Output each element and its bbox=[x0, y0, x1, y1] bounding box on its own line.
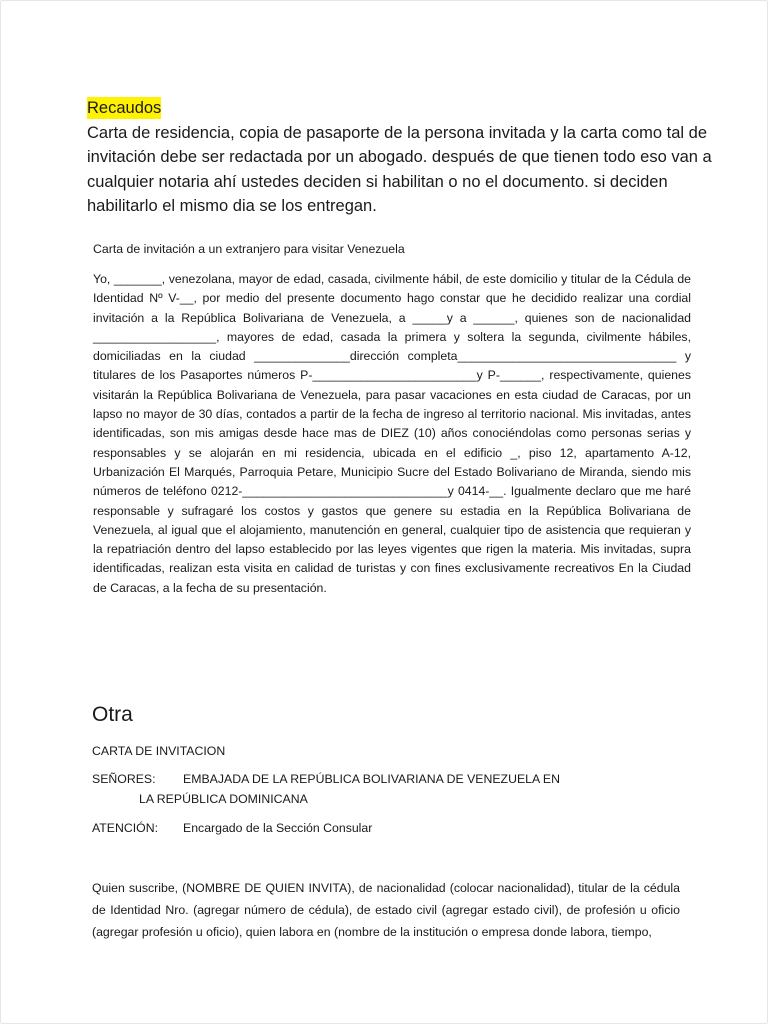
atencion-label: ATENCIÓN: bbox=[92, 821, 159, 835]
recaudos-text: Carta de residencia, copia de pasaporte de la persona invitada y la carta como tal de invitación debe ser redactada por un abogado. después de que tienen todo eso van a cualquier notaria ahí ustedes deciden si habilitan o no el documento. si deciden habilitarlo el mismo dia se los entregan. bbox=[87, 123, 712, 215]
senores-line2: LA REPÚBLICA DOMINICANA bbox=[139, 792, 308, 806]
otra-heading: Otra bbox=[92, 703, 133, 726]
recaudos-title: Recaudos bbox=[87, 99, 162, 117]
carta1-title: Carta de invitación a un extranjero para visitar Venezuela bbox=[93, 242, 405, 256]
atencion-value: Encargado de la Sección Consular bbox=[183, 821, 373, 835]
senores-label: SEÑORES: bbox=[92, 772, 156, 786]
recaudos-section bbox=[87, 96, 727, 219]
carta2-body: Quien suscribe, (NOMBRE DE QUIEN INVITA), de nacionalidad (colocar nacionalidad), titular de la cédula de Identidad Nro. (agregar número de cédula), de estado civil (agregar estado civil), de profesión u oficio (agregar profesión u oficio), quien labora en (nombre de la institución o empresa donde labora, tiempo, bbox=[92, 881, 680, 939]
senores-line1: EMBAJADA DE LA REPÚBLICA BOLIVARIANA DE VENEZUELA EN bbox=[183, 772, 561, 786]
carta2-title: CARTA DE INVITACION bbox=[92, 744, 226, 758]
carta1-body: Yo, _______, venezolana, mayor de edad, casada, civilmente hábil, de este domicilio y titular de la Cédula de Identidad Nº V-__, por medio del presente documento hago constar que he decidido realizar una cordial invitación a la República Bolivariana de Venezuela, a _____y a ______, quienes son de nacionalidad __________________, mayores de edad, casada la primera y soltera la segunda, civilmente hábiles, domiciliadas en la ciudad ______________dirección completa________________________________ y titulares de los Pasaportes números P-________________________y P-______, respectivamente, quienes visitarán la República Bolivariana de Venezuela, para pasar vacaciones en esta ciudad de Caracas, por un lapso no mayor de 30 días, contados a partir de la fecha de ingreso al territorio nacional. Mis invitadas, antes identificadas, son mis amigas desde hace mas de DIEZ (10) años conociéndolas como personas serias y responsables y se alojarán en mi residencia, ubicada en el edificio _, piso 12, apartamento A-12, Urbanización El Marqués, Parroquia Petare, Municipio Sucre del Estado Bolivariano de Miranda, siendo mis números de teléfono 0212-______________________________y 0414-__. Igualmente declaro que me haré responsable y sufragaré los costos y gastos que genere su estadia en la República Bolivariana de Venezuela, al igual que el alojamiento, manutención en general, cualquier tipo de asistencia que requieran y la repatriación dentro del lapso establecido por las leyes vigentes que rigen la materia. Mis invitadas, supra identificadas, realizan esta visita en calidad de turistas y con fines exclusivamente recreativos En la Ciudad de Caracas, a la fecha de su presentación. bbox=[93, 272, 691, 595]
